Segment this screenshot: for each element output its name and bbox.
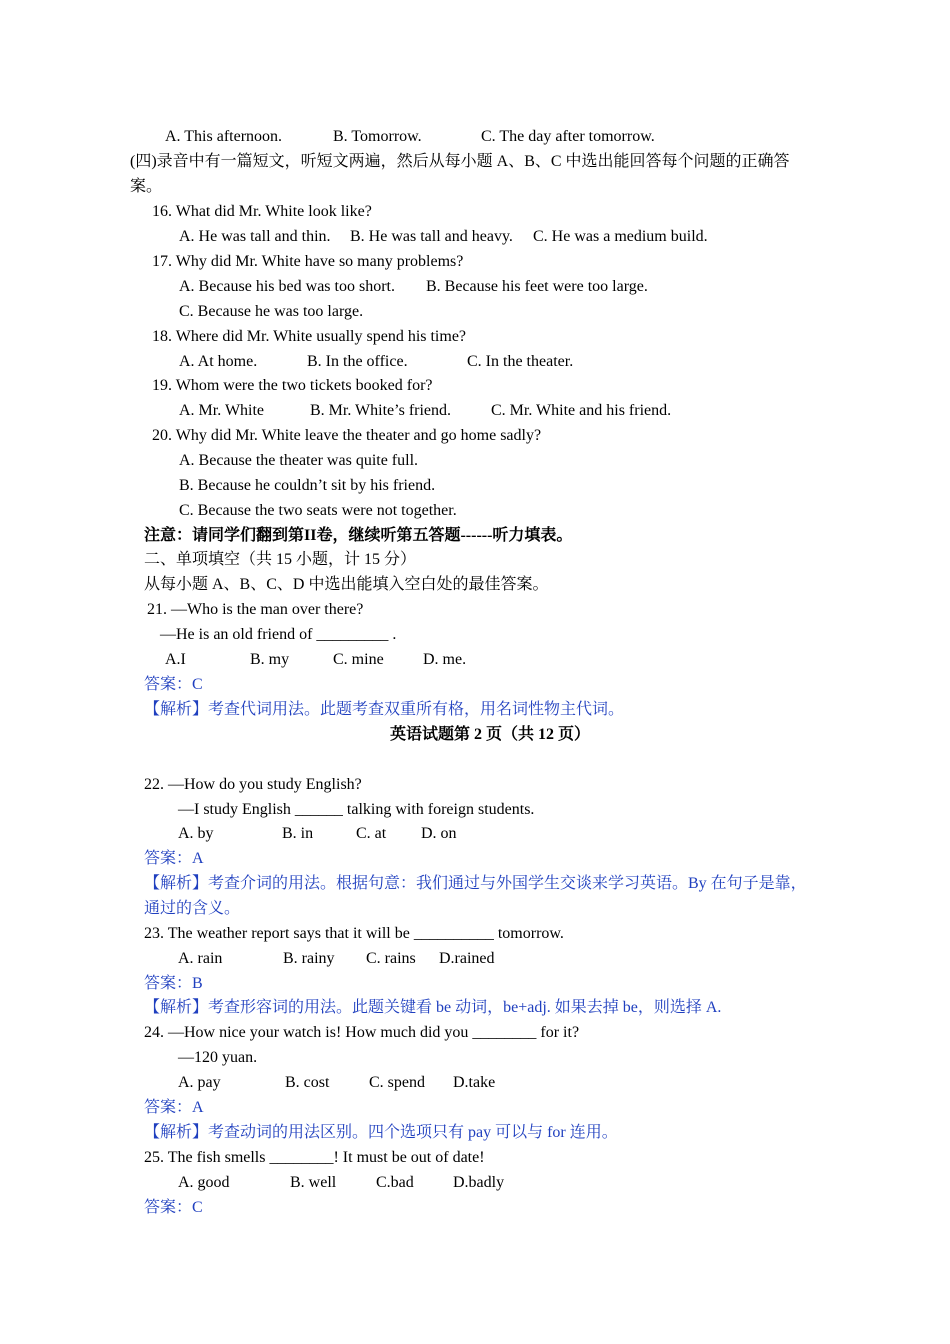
question-21-reply: —He is an old friend of _________ . [160, 626, 397, 643]
q24-option-a: A. pay [178, 1074, 221, 1091]
q25-option-d: D.badly [453, 1174, 505, 1191]
question-18: 18. Where did Mr. White usually spend his time? [152, 328, 467, 345]
q18-option-b: B. In the office. [307, 353, 408, 370]
q23-option-c: C. rains [366, 950, 416, 967]
q21-answer: 答案：C [144, 676, 203, 693]
q16-option-b: B. He was tall and heavy. [350, 228, 513, 245]
question-23: 23. The weather report says that it will be __________ tomorrow. [144, 925, 564, 942]
q18-option-a: A. At home. [179, 353, 258, 370]
option-c: C. The day after tomorrow. [481, 128, 655, 145]
q21-option-c: C. mine [333, 651, 384, 668]
option-b: B. Tomorrow. [333, 128, 422, 145]
question-24: 24. —How nice your watch is! How much did you ________ for it? [144, 1024, 580, 1041]
q22-analysis: 【解析】考查介词的用法。根据句意：我们通过与外国学生交谈来学习英语。By 在句子是靠， [144, 875, 807, 892]
q18-option-c: C. In the theater. [467, 353, 574, 370]
q25-option-b: B. well [290, 1174, 337, 1191]
q17-option-a: A. Because his bed was too short. [179, 278, 395, 295]
q17-option-b: B. Because his feet were too large. [426, 278, 648, 295]
q24-answer: 答案：A [144, 1099, 204, 1116]
question-22: 22. —How do you study English? [144, 776, 362, 793]
question-20: 20. Why did Mr. White leave the theater and go home sadly? [152, 427, 542, 444]
question-16: 16. What did Mr. White look like? [152, 203, 372, 220]
notice: 注意：请同学们翻到第II卷，继续听第五答题------听力填表。 [144, 527, 573, 544]
question-24-reply: —120 yuan. [178, 1049, 258, 1066]
q19-option-a: A. Mr. White [179, 402, 265, 419]
q20-option-c: C. Because the two seats were not together. [179, 502, 457, 519]
question-17: 17. Why did Mr. White have so many problems? [152, 253, 464, 270]
q16-option-a: A. He was tall and thin. [179, 228, 331, 245]
q23-option-d: D.rained [439, 950, 495, 967]
q19-option-c: C. Mr. White and his friend. [491, 402, 672, 419]
q22-option-d: D. on [421, 825, 457, 842]
q22-option-a: A. by [178, 825, 214, 842]
q16-option-c: C. He was a medium build. [533, 228, 708, 245]
q21-option-b: B. my [250, 651, 290, 668]
q24-option-d: D.take [453, 1074, 496, 1091]
q22-answer: 答案：A [144, 850, 204, 867]
q21-analysis: 【解析】考查代词用法。此题考查双重所有格，用名词性物主代词。 [144, 701, 625, 718]
q20-option-a: A. Because the theater was quite full. [179, 452, 419, 469]
q21-option-a: A.I [165, 651, 186, 668]
q24-option-b: B. cost [285, 1074, 330, 1091]
q22-option-c: C. at [356, 825, 387, 842]
q23-option-b: B. rainy [283, 950, 335, 967]
q23-answer: 答案：B [144, 975, 203, 992]
q22-analysis-cont: 通过的含义。 [144, 900, 241, 917]
question-22-reply: —I study English ______ talking with foreign students. [178, 801, 535, 818]
page-footer: 英语试题第 2 页（共 12 页） [390, 726, 591, 743]
section2-title: 二、单项填空（共 15 小题，计 15 分） [144, 551, 417, 568]
question-19: 19. Whom were the two tickets booked for? [152, 377, 433, 394]
q19-option-b: B. Mr. White’s friend. [310, 402, 452, 419]
q25-option-c: C.bad [376, 1174, 414, 1191]
q25-option-a: A. good [178, 1174, 230, 1191]
q23-analysis: 【解析】考查形容词的用法。此题关键看 be 动词，be+adj. 如果去掉 be，则选择 A. [144, 999, 722, 1016]
q24-analysis: 【解析】考查动词的用法区别。四个选项只有 pay 可以与 for 连用。 [144, 1124, 618, 1141]
q23-option-a: A. rain [178, 950, 223, 967]
section4-intro-cont: 案。 [130, 178, 163, 195]
q20-option-b: B. Because he couldn’t sit by his friend. [179, 477, 436, 494]
q17-option-c: C. Because he was too large. [179, 303, 364, 320]
question-21: 21. —Who is the man over there? [147, 601, 364, 618]
question-25: 25. The fish smells ________! It must be out of date! [144, 1149, 485, 1166]
q22-option-b: B. in [282, 825, 314, 842]
q25-answer: 答案：C [144, 1199, 203, 1216]
q24-option-c: C. spend [369, 1074, 425, 1091]
option-a: A. This afternoon. [165, 128, 283, 145]
q21-option-d: D. me. [423, 651, 467, 668]
section4-intro: (四)录音中有一篇短文，听短文两遍，然后从每小题 A、B、C 中选出能回答每个问题的正确答 [130, 153, 790, 170]
section2-instructions: 从每小题 A、B、C、D 中选出能填入空白处的最佳答案。 [144, 576, 549, 593]
